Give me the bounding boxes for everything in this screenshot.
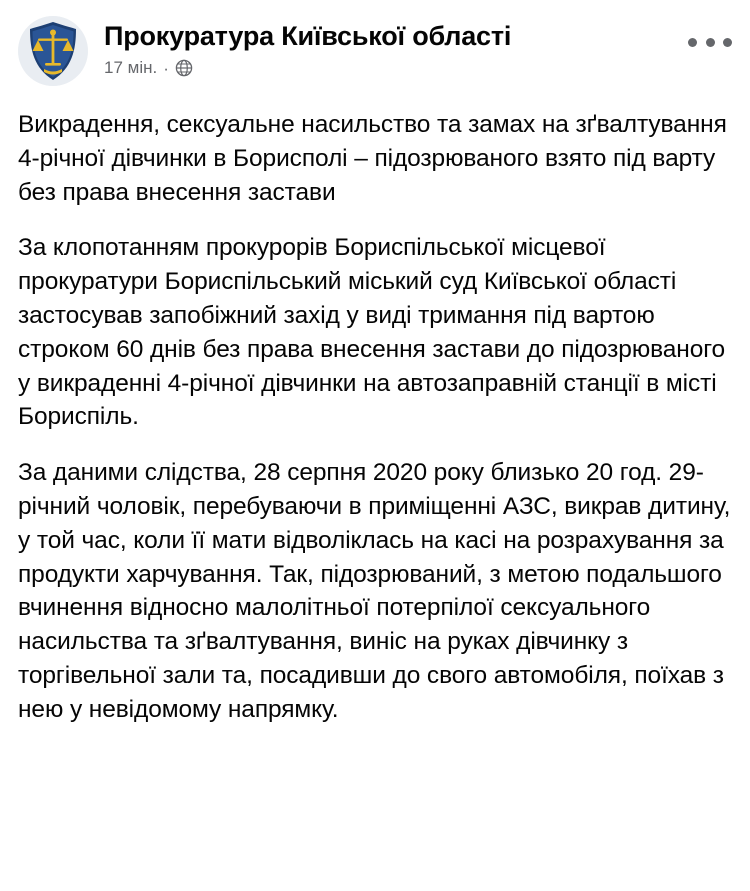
post-meta	[104, 58, 732, 78]
post-paragraph-1: За клопотанням прокурорів Бориспільської місцевої прокуратури Бориспільський міський суд Київської області застосував запобіжний захід у виді тримання під вартою строком 60 днів без права внесення застави до підозрюваного у викраденні 4-річної дівчинки на автозаправній станції в місті Бориспіль.	[18, 234, 726, 431]
more-dot-2	[706, 38, 715, 47]
avatar[interactable]	[18, 16, 88, 86]
page-name[interactable]: Прокуратура Київської області	[104, 21, 512, 51]
post-paragraph-title: Викрадення, сексуальне насильство та замах на зґвалтування 4-річної дівчинки в Борисполі – підозрюваного взято під варту без права внесення застави	[18, 111, 727, 206]
more-dot-1	[688, 38, 697, 47]
globe-icon[interactable]	[175, 59, 193, 77]
post-header-text	[104, 14, 732, 78]
more-dot-3	[723, 38, 732, 47]
prosecutor-emblem-avatar	[18, 16, 88, 86]
post-header	[18, 14, 732, 90]
post-timestamp[interactable]: 17 мін.	[104, 58, 158, 78]
post-paragraph-2: За даними слідства, 28 серпня 2020 року близько 20 год. 29-річний чоловік, перебуваючи в приміщенні АЗС, викрав дитину, у той час, коли її мати відволіклась на касі на розрахування за продукти харчування. Так, підозрюваний, з метою подальшого вчинення відносно малолітньої потерпілої сексуального насильства та зґвалтування, виніс на руках дівчинку з торгівельної зали та, посадивши до свого автомобіля, поїхав з нею у невідомому напрямку.	[18, 459, 731, 723]
post-body	[18, 108, 732, 731]
more-options-icon[interactable]	[688, 28, 732, 56]
meta-separator: ·	[163, 58, 169, 78]
